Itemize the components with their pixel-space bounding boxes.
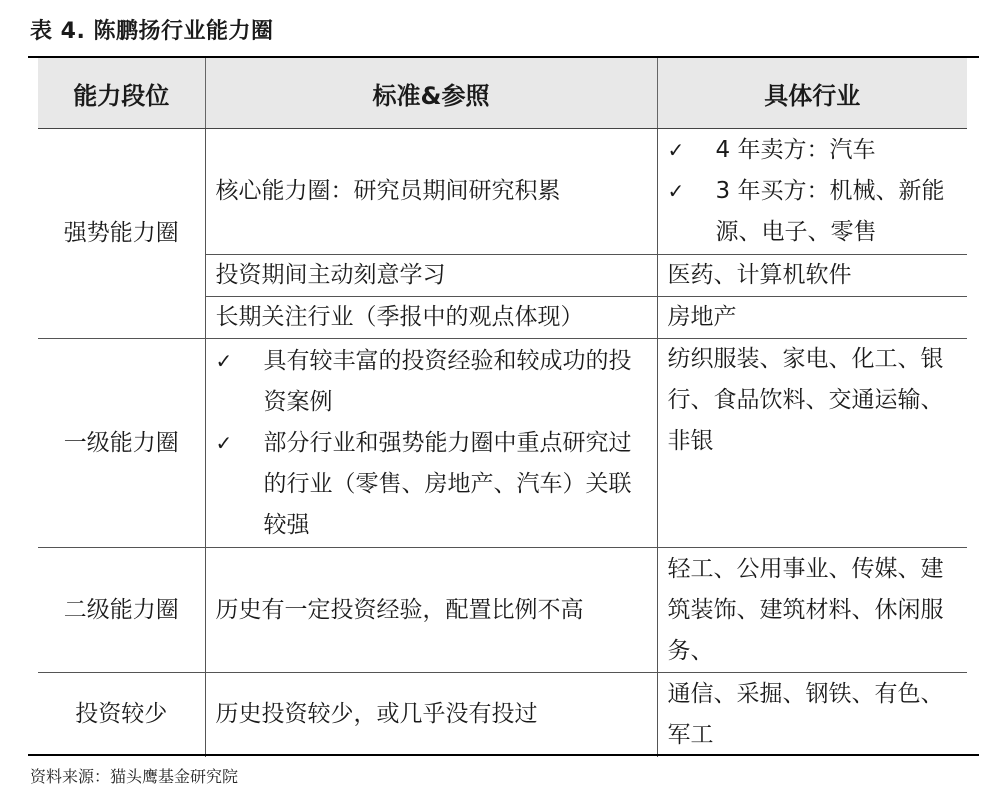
table-row [38,548,967,673]
criteria-cell: 核心能力圈：研究员期间研究积累 [205,129,657,255]
criteria-cell: 历史投资较少，或几乎没有投过 [205,673,657,757]
criteria-cell: 长期关注行业（季报中的观点体现） [205,297,657,339]
level-cell: 二级能力圈 [38,548,205,673]
list-item: ✓ 部分行业和强势能力圈中重点研究过的行业（零售、房地产、汽车）关联较强 [216,423,647,546]
check-icon: ✓ [215,348,233,373]
table-row [38,339,967,548]
check-icon: ✓ [215,430,233,455]
industry-cell: 轻工、公用事业、传媒、建筑装饰、建筑材料、休闲服务、 [657,548,967,673]
criteria-cell [205,339,657,548]
list-item: ✓ 具有较丰富的投资经验和较成功的投资案例 [216,341,647,423]
table-title: 表 4. 陈鹏扬行业能力圈 [30,19,274,44]
table-row [38,129,967,255]
industry-cell: 通信、采掘、钢铁、有色、军工 [657,673,967,757]
industry-cell: 房地产 [657,297,967,339]
header-industry: 具体行业 [657,58,967,129]
level-cell: 强势能力圈 [38,129,205,339]
criteria-cell: 历史有一定投资经验，配置比例不高 [205,548,657,673]
table-row [38,673,967,757]
level-cell: 一级能力圈 [38,339,205,548]
bottom-rule [28,754,979,756]
industry-cell [657,129,967,255]
source-note: 资料来源：猫头鹰基金研究院 [30,767,239,786]
criteria-cell: 投资期间主动刻意学习 [205,255,657,297]
header-level: 能力段位 [38,58,205,129]
check-icon: ✓ [667,179,685,203]
header-criteria: 标准&参照 [205,58,657,129]
check-icon: ✓ [667,138,685,162]
industry-cell: 医药、计算机软件 [657,255,967,297]
level-cell: 投资较少 [38,673,205,757]
industry-cell: 纺织服装、家电、化工、银行、食品饮料、交通运输、非银 [657,339,967,548]
list-item: ✓ 4 年卖方：汽车 [668,130,958,171]
list-item: ✓ 3 年买方：机械、新能源、电子、零售 [668,171,958,253]
capability-table [38,58,967,757]
header-row [38,58,967,129]
